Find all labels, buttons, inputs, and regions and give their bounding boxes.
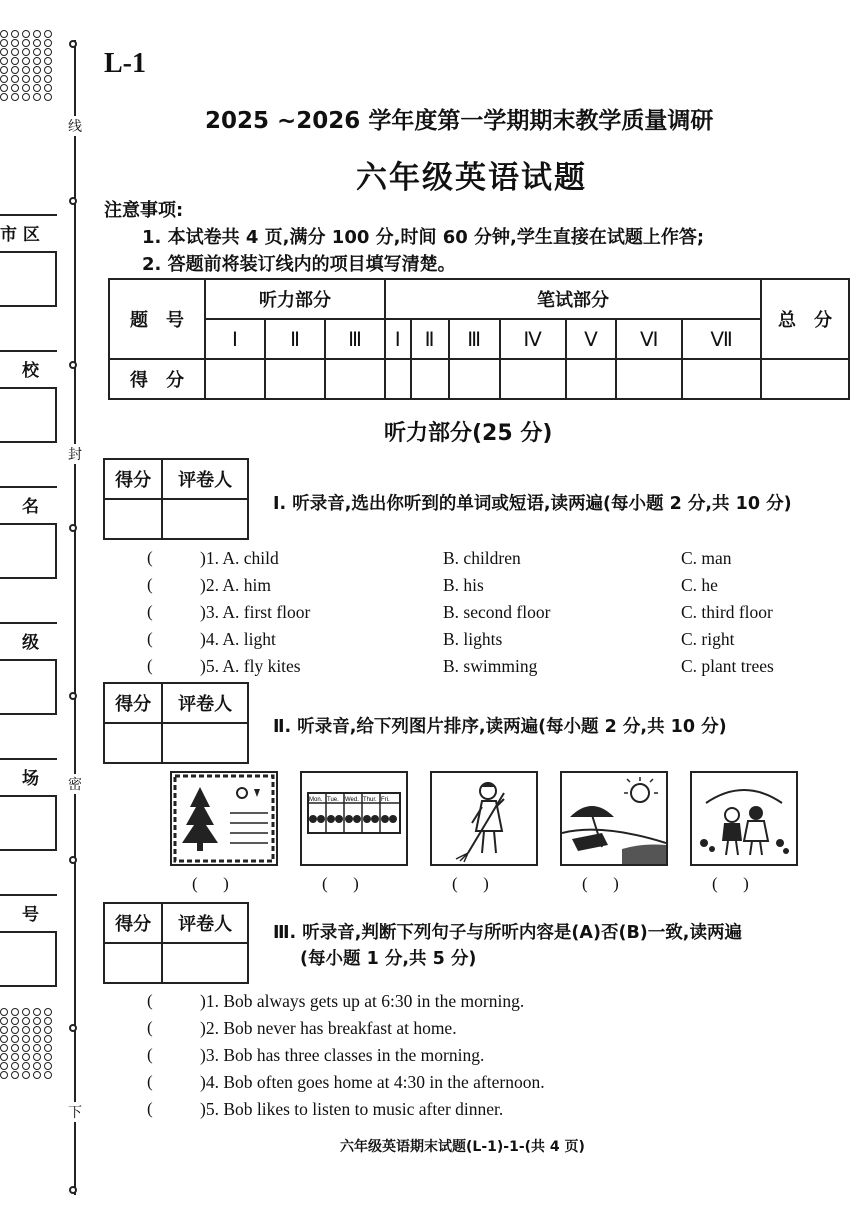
page-title: 六年级英语试题: [356, 160, 587, 196]
grader-box-2: [103, 682, 249, 764]
binding-hole: [11, 1071, 19, 1079]
binding-hole: [11, 1035, 19, 1043]
score-cell[interactable]: [325, 359, 385, 399]
binding-hole: [33, 57, 41, 65]
binding-hole: [44, 57, 52, 65]
answer-paren[interactable]: (: [147, 629, 153, 648]
binding-dot: [69, 856, 77, 864]
binding-hole: [44, 39, 52, 47]
binding-hole: [0, 1071, 8, 1079]
binding-hole: [33, 1008, 41, 1016]
binding-hole: [22, 1044, 30, 1052]
picture-answer-paren[interactable]: ( ): [322, 874, 359, 893]
binding-hole: [0, 39, 8, 47]
score-cell-total[interactable]: [761, 359, 849, 399]
binding-hole: [22, 48, 30, 56]
field-name-box[interactable]: [0, 523, 57, 579]
binding-hole: [33, 1071, 41, 1079]
binding-dot: [69, 1024, 77, 1032]
binding-hole: [22, 39, 30, 47]
binding-hole: [0, 1044, 8, 1052]
grader-name-cell[interactable]: [162, 723, 248, 763]
binding-hole: [44, 1008, 52, 1016]
schedule-icon: [302, 773, 406, 864]
grader-score-cell[interactable]: [104, 499, 162, 539]
binding-hole: [22, 1062, 30, 1070]
answer-paren[interactable]: (: [147, 1072, 153, 1091]
score-cell[interactable]: [411, 359, 449, 399]
binding-hole: [11, 1044, 19, 1052]
field-school-label: 校: [22, 361, 39, 381]
binding-hole: [44, 1026, 52, 1034]
part1-option-c: C. man: [681, 548, 732, 568]
col-writing-7: Ⅶ: [682, 319, 761, 359]
grader-name-label: 评卷人: [162, 459, 248, 499]
picture-answer-paren[interactable]: ( ): [192, 874, 229, 893]
part1-option-c: C. third floor: [681, 602, 773, 622]
answer-paren[interactable]: (: [147, 1099, 153, 1118]
binding-hole: [22, 30, 30, 38]
row-score-label: 得 分: [109, 359, 205, 399]
score-table: [108, 278, 850, 400]
grader-box-3: [103, 902, 249, 984]
binding-hole: [0, 66, 8, 74]
part3-question: )4. Bob often goes home at 4:30 in the afternoon.: [200, 1072, 545, 1092]
binding-hole: [22, 1008, 30, 1016]
part1-option-b: B. lights: [443, 629, 503, 649]
binding-hole: [44, 75, 52, 83]
answer-paren[interactable]: (: [147, 575, 153, 594]
binding-hole: [33, 1053, 41, 1061]
field-name-label: 名: [22, 497, 39, 517]
header-writing: 笔试部分: [385, 279, 761, 319]
binding-hole: [11, 1008, 19, 1016]
binding-hole: [33, 1035, 41, 1043]
part1-option-c: C. right: [681, 629, 735, 649]
grader-score-cell[interactable]: [104, 943, 162, 983]
paper-code: L-1: [104, 48, 146, 79]
field-class-label: 级: [22, 633, 39, 653]
binding-mark-feng: 封: [66, 444, 84, 464]
part1-question: )5. A. fly kites: [200, 656, 301, 676]
binding-hole: [44, 93, 52, 101]
score-cell[interactable]: [449, 359, 500, 399]
score-cell[interactable]: [566, 359, 617, 399]
binding-dot: [69, 1186, 77, 1194]
grader-name-label: 评卷人: [162, 683, 248, 723]
notice-item: 2. 答题前将装订线内的项目填写清楚。: [142, 254, 456, 275]
binding-hole: [33, 1026, 41, 1034]
score-cell[interactable]: [682, 359, 761, 399]
part1-option-b: B. children: [443, 548, 521, 568]
binding-hole: [44, 1017, 52, 1025]
binding-hole: [11, 84, 19, 92]
binding-hole: [11, 75, 19, 83]
binding-hole: [22, 75, 30, 83]
binding-hole: [0, 1008, 8, 1016]
grader-score-label: 得分: [104, 683, 162, 723]
binding-hole: [0, 1017, 8, 1025]
part1-option-b: B. swimming: [443, 656, 538, 676]
field-number-box[interactable]: [0, 931, 57, 987]
binding-hole: [0, 1062, 8, 1070]
binding-hole: [0, 48, 8, 56]
binding-hole: [33, 39, 41, 47]
binding-hole: [11, 30, 19, 38]
picture-girl-sweeping: [430, 771, 538, 866]
score-cell[interactable]: [265, 359, 325, 399]
binding-hole: [0, 1053, 8, 1061]
binding-dot: [69, 361, 77, 369]
binding-hole: [33, 66, 41, 74]
binding-hole: [33, 1017, 41, 1025]
binding-hole: [11, 48, 19, 56]
part1-title: Ⅰ. 听录音,选出你听到的单词或短语,读两遍(每小题 2 分,共 10 分): [273, 494, 792, 514]
col-listening-3: Ⅲ: [325, 319, 385, 359]
score-cell[interactable]: [385, 359, 411, 399]
grader-name-cell[interactable]: [162, 943, 248, 983]
col-writing-6: Ⅵ: [616, 319, 682, 359]
part3-question: )5. Bob likes to listen to music after dinner.: [200, 1099, 504, 1119]
picture-answer-paren[interactable]: ( ): [452, 874, 489, 893]
part3-title-points: (每小题 1 分,共 5 分): [300, 949, 477, 969]
binding-hole: [11, 1026, 19, 1034]
binding-hole: [44, 66, 52, 74]
binding-hole: [11, 39, 19, 47]
picture-answer-paren[interactable]: ( ): [582, 874, 619, 893]
score-cell[interactable]: [616, 359, 682, 399]
schedule-day: Mon.: [309, 797, 323, 803]
col-writing-3: Ⅲ: [449, 319, 500, 359]
binding-hole: [22, 57, 30, 65]
part1-question: )1. A. child: [200, 548, 279, 568]
schedule-day: Wed.: [345, 797, 359, 803]
binding-hole: [33, 1062, 41, 1070]
binding-hole: [22, 1035, 30, 1043]
binding-hole: [0, 93, 8, 101]
christmas-card-icon: [172, 773, 276, 864]
binding-hole: [44, 30, 52, 38]
field-school-box[interactable]: [0, 387, 57, 443]
field-class-box[interactable]: [0, 659, 57, 715]
answer-paren[interactable]: (: [147, 548, 153, 567]
binding-mark-xia: 下: [66, 1102, 84, 1122]
binding-hole: [22, 1017, 30, 1025]
binding-hole: [44, 1071, 52, 1079]
answer-paren[interactable]: (: [147, 1018, 153, 1037]
binding-hole: [44, 1062, 52, 1070]
binding-line: [74, 40, 76, 1195]
binding-hole: [0, 84, 8, 92]
part2-title: Ⅱ. 听录音,给下列图片排序,读两遍(每小题 2 分,共 10 分): [273, 717, 727, 737]
binding-hole: [33, 1044, 41, 1052]
field-room-label: 场: [22, 769, 39, 789]
binding-hole: [33, 75, 41, 83]
binding-hole: [33, 48, 41, 56]
part1-option-c: C. he: [681, 575, 718, 595]
header-item-number: 题 号: [109, 279, 205, 359]
grader-box-1: [103, 458, 249, 540]
binding-hole: [22, 1026, 30, 1034]
grader-score-label: 得分: [104, 903, 162, 943]
part1-question: )3. A. first floor: [200, 602, 311, 622]
binding-hole: [33, 93, 41, 101]
binding-hole: [44, 84, 52, 92]
binding-hole: [22, 93, 30, 101]
binding-hole: [0, 1026, 8, 1034]
picture-christmas-card: [170, 771, 278, 866]
binding-hole: [44, 48, 52, 56]
binding-hole: [11, 1062, 19, 1070]
binding-hole: [11, 1053, 19, 1061]
binding-dot: [69, 197, 77, 205]
notice-item: 1. 本试卷共 4 页,满分 100 分,时间 60 分钟,学生直接在试题上作答;: [142, 227, 705, 248]
binding-dot: [69, 524, 77, 532]
binding-hole: [22, 1071, 30, 1079]
exam-year-title: 2025 ~2026 学年度第一学期期末教学质量调研: [205, 108, 714, 134]
col-listening-1: Ⅰ: [205, 319, 265, 359]
part1-option-b: B. second floor: [443, 602, 551, 622]
binding-mark-xian: 线: [66, 116, 84, 136]
binding-holes-bottom: [0, 1008, 52, 1079]
children-playing-icon: [692, 773, 796, 864]
grader-name-label: 评卷人: [162, 903, 248, 943]
schedule-day: Tue.: [327, 797, 339, 803]
binding-hole: [44, 1035, 52, 1043]
part1-question: )2. A. him: [200, 575, 271, 595]
girl-sweeping-icon: [432, 773, 536, 864]
field-number-label: 号: [22, 905, 39, 925]
binding-holes-top: [0, 30, 52, 101]
binding-hole: [0, 30, 8, 38]
col-writing-5: Ⅴ: [566, 319, 617, 359]
score-cell[interactable]: [500, 359, 566, 399]
binding-hole: [0, 75, 8, 83]
part3-title: Ⅲ. 听录音,判断下列句子与所听内容是(A)否(B)一致,读两遍: [273, 923, 742, 943]
grader-score-cell[interactable]: [104, 723, 162, 763]
picture-beach-umbrella: [560, 771, 668, 866]
section-title: 听力部分(25 分): [384, 421, 553, 446]
grader-score-label: 得分: [104, 459, 162, 499]
part1-option-b: B. his: [443, 575, 484, 595]
header-total: 总 分: [761, 279, 849, 359]
binding-hole: [22, 84, 30, 92]
picture-weekly-schedule: [300, 771, 408, 866]
grader-name-cell[interactable]: [162, 499, 248, 539]
field-district-box[interactable]: [0, 251, 57, 307]
binding-dot: [69, 692, 77, 700]
binding-hole: [22, 66, 30, 74]
schedule-day: Fri.: [381, 797, 390, 803]
part1-question: )4. A. light: [200, 629, 276, 649]
col-writing-2: Ⅱ: [411, 319, 449, 359]
part3-question: )2. Bob never has breakfast at home.: [200, 1018, 457, 1038]
binding-hole: [11, 1017, 19, 1025]
binding-dot: [69, 40, 77, 48]
answer-paren[interactable]: (: [147, 991, 153, 1010]
header-listening: 听力部分: [205, 279, 385, 319]
binding-mark-mi: 密: [66, 774, 84, 794]
binding-hole: [11, 57, 19, 65]
answer-paren[interactable]: (: [147, 1045, 153, 1064]
notice-heading: 注意事项:: [104, 200, 184, 221]
answer-paren[interactable]: (: [147, 656, 153, 675]
binding-hole: [33, 84, 41, 92]
part3-question: )3. Bob has three classes in the morning.: [200, 1045, 485, 1065]
schedule-day: Thur.: [363, 797, 377, 803]
col-writing-4: Ⅳ: [500, 319, 566, 359]
binding-hole: [11, 93, 19, 101]
beach-icon: [562, 773, 666, 864]
binding-hole: [44, 1044, 52, 1052]
part3-question: )1. Bob always gets up at 6:30 in the morning.: [200, 991, 525, 1011]
binding-hole: [0, 57, 8, 65]
picture-answer-paren[interactable]: ( ): [712, 874, 749, 893]
binding-hole: [33, 30, 41, 38]
answer-paren[interactable]: (: [147, 602, 153, 621]
field-district-label: 市 区: [0, 225, 40, 245]
binding-hole: [11, 66, 19, 74]
binding-hole: [0, 1035, 8, 1043]
binding-hole: [22, 1053, 30, 1061]
field-room-box[interactable]: [0, 795, 57, 851]
page-footer: 六年级英语期末试题(L-1)-1-(共 4 页): [340, 1139, 585, 1155]
col-listening-2: Ⅱ: [265, 319, 325, 359]
picture-children-playing: [690, 771, 798, 866]
part1-option-c: C. plant trees: [681, 656, 774, 676]
binding-hole: [44, 1053, 52, 1061]
score-cell[interactable]: [205, 359, 265, 399]
col-writing-1: Ⅰ: [385, 319, 411, 359]
